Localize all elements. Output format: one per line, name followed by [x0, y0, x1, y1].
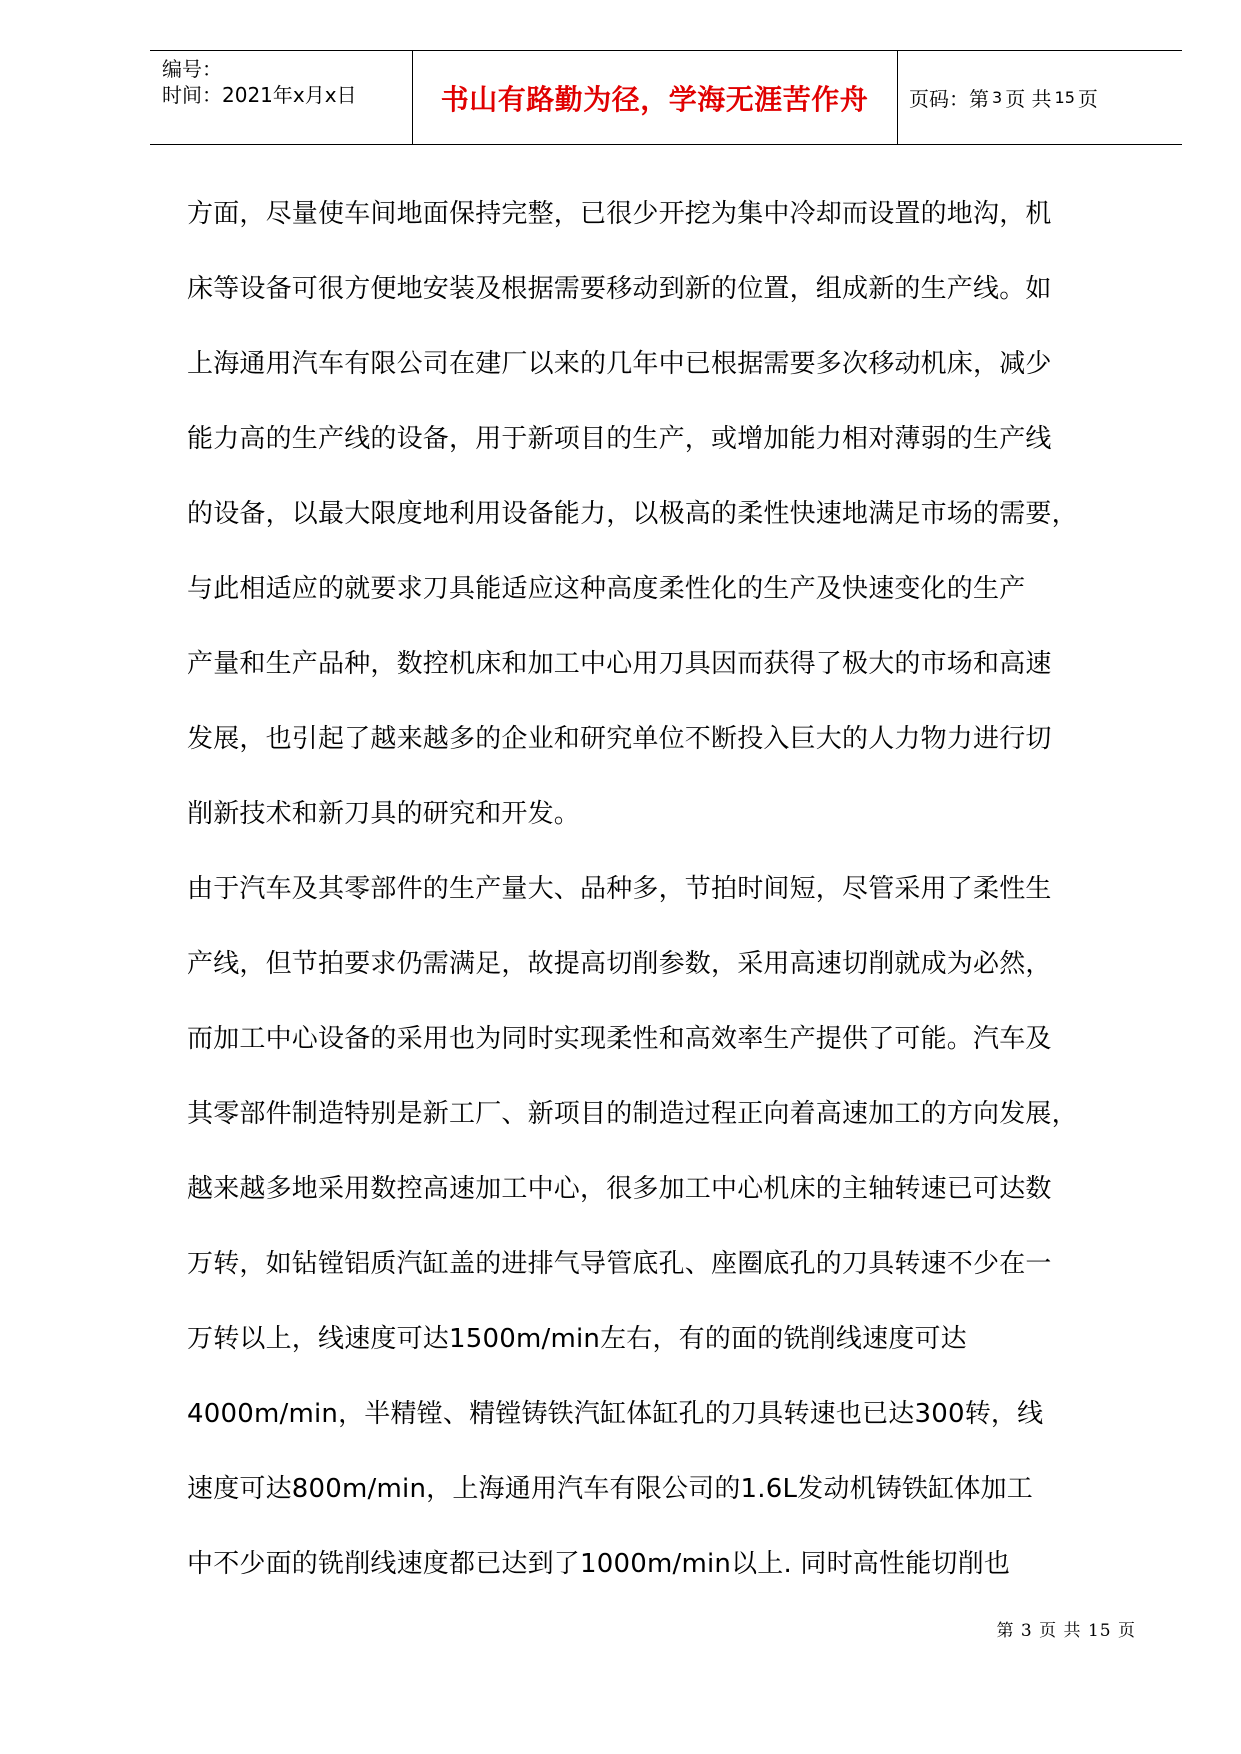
- page-current-number: 3: [992, 88, 1003, 107]
- page-mid: 页 共: [1005, 87, 1052, 111]
- body-line: 上海通用汽车有限公司在建厂以来的几年中已根据需要多次移动机床，减少: [187, 349, 1052, 379]
- body-line: 发展，也引起了越来越多的企业和研究单位不断投入巨大的人力物力进行切: [187, 724, 1052, 754]
- body-line: 中不少面的铣削线速度都已达到了1000m/min以上. 同时高性能切削也: [187, 1549, 1011, 1579]
- body-line: 方面，尽量使车间地面保持完整，已很少开挖为集中冷却而设置的地沟，机: [187, 199, 1052, 229]
- page-total-number: 15: [1054, 88, 1075, 107]
- document-number-label: 编号：: [162, 57, 222, 81]
- body-line: 速度可达800m/min，上海通用汽车有限公司的1.6L发动机铸铁缸体加工: [187, 1474, 1033, 1504]
- body-line: 4000m/min，半精镗、精镗铸铁汽缸体缸孔的刀具转速也已达300转，线: [187, 1399, 1044, 1429]
- body-line: 削新技术和新刀具的研究和开发。: [187, 799, 581, 829]
- page-suffix: 页: [1077, 87, 1098, 111]
- body-line: 万转，如钻镗铝质汽缸盖的进排气导管底孔、座圈底孔的刀具转速不少在一: [187, 1249, 1052, 1279]
- body-line: 能力高的生产线的设备，用于新项目的生产，或增加能力相对薄弱的生产线: [187, 424, 1052, 454]
- body-line: 由于汽车及其零部件的生产量大、品种多，节拍时间短，尽管采用了柔性生: [187, 874, 1052, 904]
- document-time-label: 时间：2021年x月x日: [162, 83, 357, 107]
- header-motto: 书山有路勤为径，学海无涯苦作舟: [440, 82, 869, 116]
- page-prefix: 页码：第: [909, 87, 989, 111]
- header-page-info: [897, 50, 1182, 145]
- body-line: 越来越多地采用数控高速加工中心，很多加工中心机床的主轴转速已可达数: [187, 1174, 1052, 1204]
- body-line: 的设备，以最大限度地利用设备能力，以极高的柔性快速地满足市场的需要，: [187, 499, 1078, 529]
- body-line: 产线，但节拍要求仍需满足，故提高切削参数，采用高速切削就成为必然，: [187, 949, 1052, 979]
- document-body: [187, 177, 1147, 1602]
- body-line: 产量和生产品种，数控机床和加工中心用刀具因而获得了极大的市场和高速: [187, 649, 1052, 679]
- page-header: [150, 50, 1182, 145]
- body-line: 其零部件制造特别是新工厂、新项目的制造过程正向着高速加工的方向发展，: [187, 1099, 1078, 1129]
- body-line: 床等设备可很方便地安装及根据需要移动到新的位置，组成新的生产线。如: [187, 274, 1052, 304]
- body-line: 万转以上，线速度可达1500m/min左右，有的面的铣削线速度可达: [187, 1324, 967, 1354]
- page-footer: 第 3 页 共 15 页: [996, 1621, 1136, 1641]
- header-info-cell: [162, 56, 407, 108]
- body-line: 与此相适应的就要求刀具能适应这种高度柔性化的生产及快速变化的生产: [187, 574, 1026, 604]
- body-line: 而加工中心设备的采用也为同时实现柔性和高效率生产提供了可能。汽车及: [187, 1024, 1052, 1054]
